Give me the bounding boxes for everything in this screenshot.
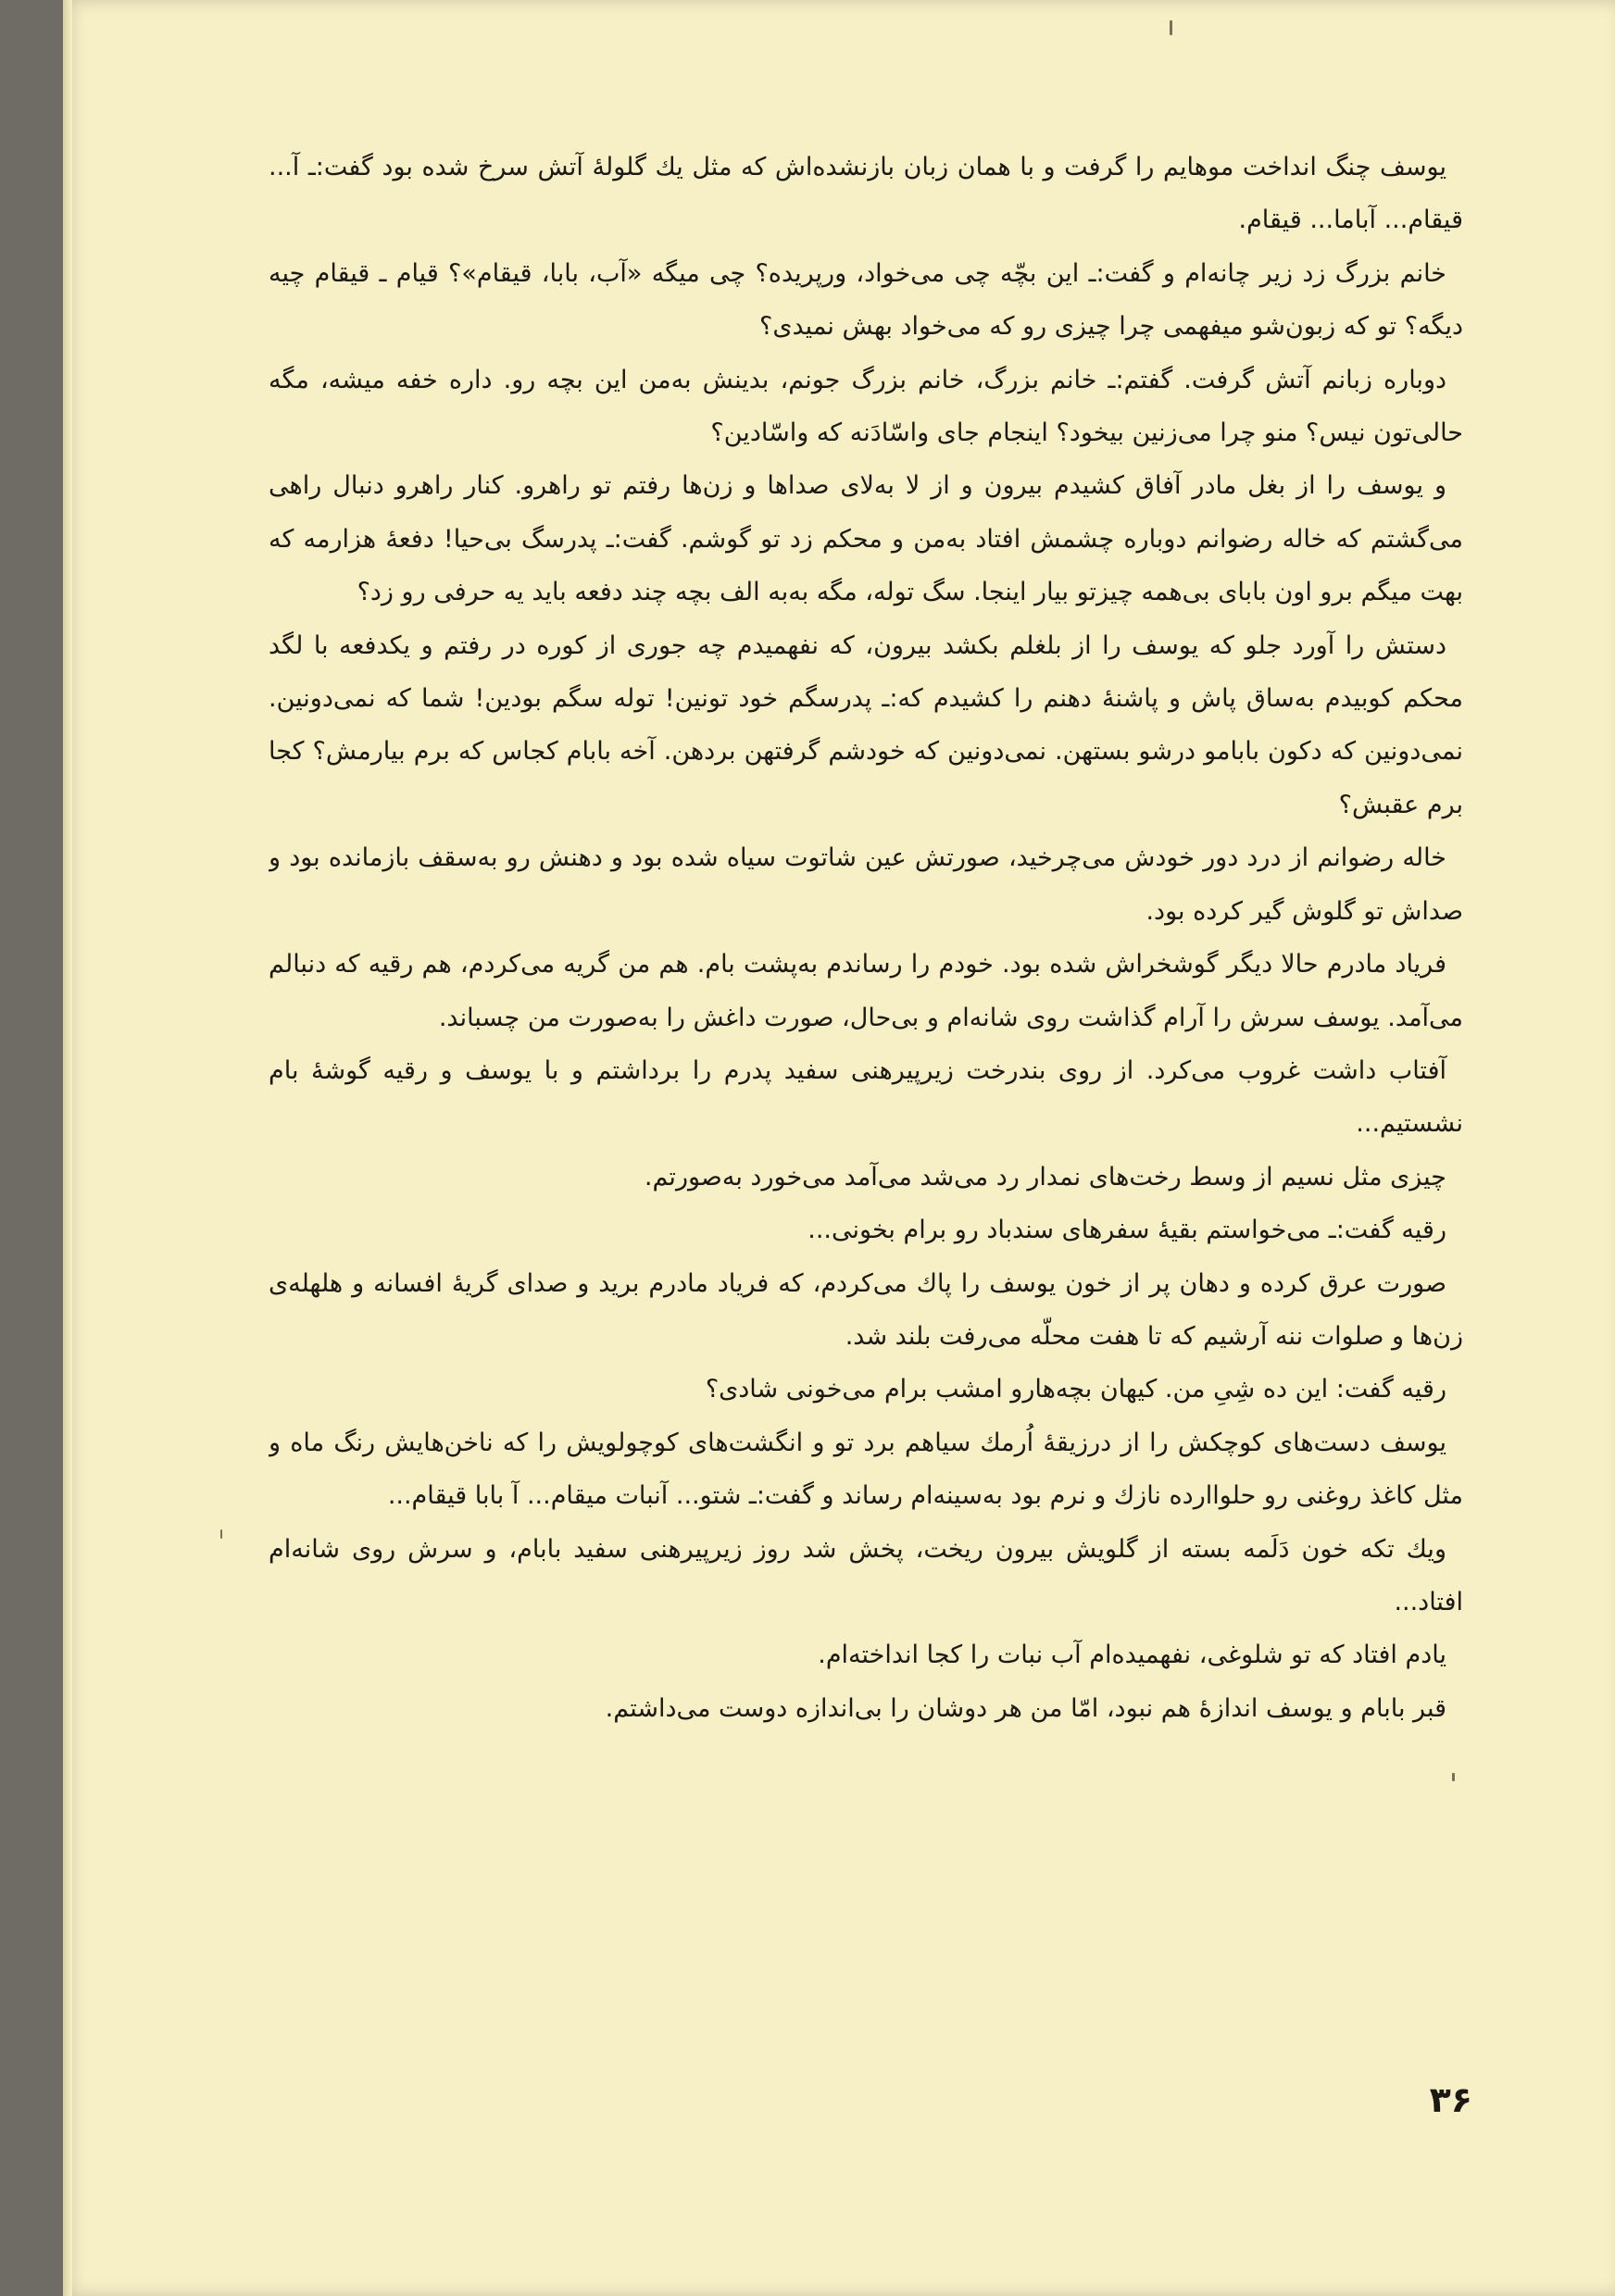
paragraph: یوسف دست‌های کوچکش را از درزیقهٔ اُرمك سیاهم برد تو و انگشت‌های کوچولویش را که ناخن‌هایش رنگ ماه و مثل کاغذ روغنی رو حلواارده نازك و نرم بود به‌سینه‌ام رساند و گفت:ـ شتو... آنبات میقام... آ بابا قیقام...	[269, 1428, 1463, 1511]
paragraph: رقیه گفت:ـ می‌خواستم بقیهٔ سفرهای سندباد رو برام بخونی...	[808, 1216, 1446, 1245]
paragraph: ویك تکه خون دَلَمه بسته از گلویش بیرون ریخت، پخش شد روز زیرپیرهنی سفید بابام، و سرش روی شانه‌ام افتاد...	[269, 1534, 1463, 1616]
page-edge-shadow	[63, 0, 72, 2296]
paragraph: آفتاب داشت غروب می‌کرد. از روی بندرخت زیرپیرهنی سفید پدرم را برداشتم و با یوسف و رقیه گوشهٔ بام نشستیم...	[269, 1055, 1463, 1139]
page-body-text	[269, 141, 1463, 2094]
paragraph: صورت عرق کرده و دهان پر از خون یوسف را پاك می‌کردم، که فریاد مادرم برید و صدای گریهٔ افسانه و هلهله‌ی زن‌ها و صلوات ننه آرشیم که تا هفت محلّه می‌رفت بلند شد.	[269, 1268, 1463, 1351]
paragraph: خاله رضوانم از درد دور خودش می‌چرخید، صورتش عین شاتوت سیاه شده بود و دهنش رو به‌سقف بازمانده بود و صداش تو گلوش گیر کرده بود.	[269, 843, 1463, 926]
book-page	[63, 0, 1615, 2296]
ink-speck	[1170, 20, 1172, 35]
paragraph: و یوسف را از بغل مادر آفاق کشیدم بیرون و از لا به‌لای صداها و زن‌ها رفتم تو راهرو. کنار راهرو دنبال راهی می‌گشتم که خاله رضوانم دوباره چشمش افتاد به‌من و محکم زد تو گوشم. گفت:ـ پدرسگ بی‌حیا! دفعهٔ هزارمه که بهت میگم برو اون بابای بی‌همه چیزتو بیار اینجا. سگ توله، مگه به‌به الف بچه چند دفعه باید یه حرفی رو زد؟	[269, 471, 1463, 607]
paragraph: قبر بابام و یوسف اندازهٔ هم نبود، امّا من هر دوشان را بی‌اندازه دوست می‌داشتم.	[605, 1693, 1446, 1723]
paragraph: فریاد مادرم حالا دیگر گوشخراش شده بود. خودم را رساندم به‌پشت بام. هم من گریه می‌کردم، هم رقیه که دنبالم می‌آمد. یوسف سرش را آرام گذاشت روی شانه‌ام و بی‌حال، صورت داغش را به‌صورت من چسباند.	[269, 950, 1463, 1032]
paragraph: رقیه گفت: این ده شِیِ من. کیهان بچه‌هارو امشب برام می‌خونی شادی؟	[705, 1375, 1446, 1404]
paragraph: چیزی مثل نسیم از وسط رخت‌های نمدار رد می‌شد می‌آمد می‌خورد به‌صورتم.	[644, 1162, 1446, 1192]
ink-speck	[220, 1529, 222, 1539]
paragraph: خانم بزرگ زد زیر چانه‌ام و گفت:ـ این بچّه چی می‌خواد، ورپریده؟ چی میگه «آب، بابا، قیقام»؟ قیام ـ قیقام چیه دیگه؟ تو که زبون‌شو میفهمی چرا چیزی رو که می‌خواد بهش نمیدی؟	[269, 258, 1463, 342]
paragraph: یادم افتاد که تو شلوغی، نفهمیده‌ام آب نبات را کجا انداخته‌ام.	[818, 1641, 1446, 1670]
paragraph: دوباره زبانم آتش گرفت. گفتم:ـ خانم بزرگ، خانم بزرگ جونم، بدینش به‌من این بچه رو. داره خفه میشه، مگه حالی‌تون نیس؟ منو چرا می‌زنین بیخود؟ اینجام جای واسّادَنه که واسّادین؟	[269, 365, 1463, 448]
page-number: ۳۶	[1429, 2079, 1472, 2120]
paragraph: دستش را آورد جلو که یوسف را از بلغلم بکشد بیرون، که نفهمیدم چه جوری از کوره در رفتم و یکدفعه با لگد محکم کوبیدم به‌ساق پاش و پاشنهٔ دهنم را کشیدم که:ـ پدرسگم خود تونین! توله سگم بودین! شما که نمی‌دونین. نمی‌دونین که دکون بابامو درشو بستهن. نمی‌دونین که خودشم گرفتهن بردهن. آخه بابام کجاس که برم بیارمش؟ کجا برم عقبش؟	[269, 630, 1463, 819]
paragraph: یوسف چنگ انداخت موهایم را گرفت و با همان زبان بازنشده‌اش که مثل یك گلولهٔ آتش سرخ شده بود گفت:ـ آ... قیقام... آباما... قیقام.	[269, 153, 1463, 235]
